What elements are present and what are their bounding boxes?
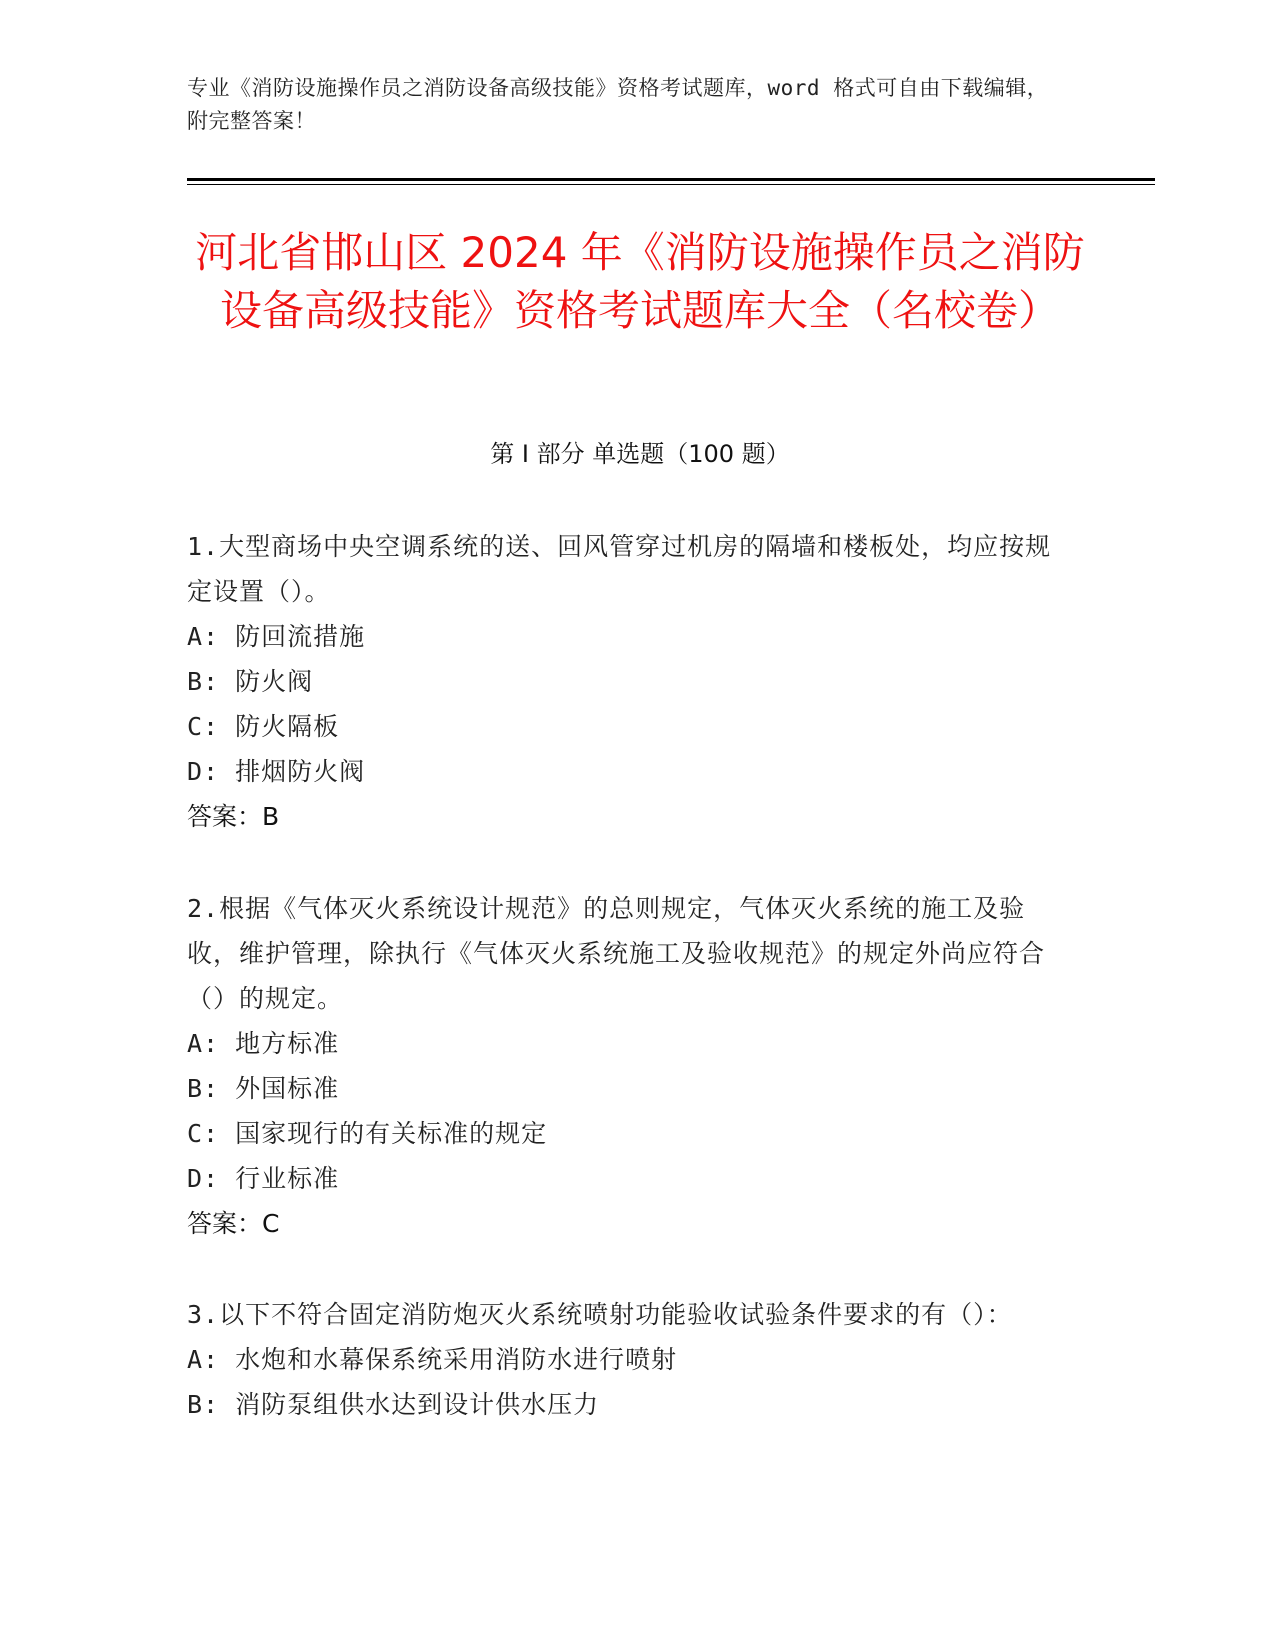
header-rule-thin (187, 184, 1155, 185)
question-1 (187, 524, 1067, 839)
option-d: D: 排烟防火阀 (187, 757, 366, 786)
option-a: A: 地方标准 (187, 1029, 340, 1058)
answer: 答案：B (187, 802, 280, 831)
question-text: 1.大型商场中央空调系统的送、回风管穿过机房的隔墙和楼板处，均应按规定设置（）。 (187, 532, 1052, 606)
answer: 答案：C (187, 1209, 280, 1238)
header-rule-thick (187, 178, 1155, 181)
question-text: 2.根据《气体灭火系统设计规范》的总则规定，气体灭火系统的施工及验收，维护管理，除执行《气体灭火系统施工及验收规范》的规定外尚应符合（）的规定。 (187, 894, 1046, 1013)
question-3 (187, 1292, 1067, 1427)
option-b: B: 消防泵组供水达到设计供水压力 (187, 1390, 600, 1419)
question-2 (187, 886, 1067, 1246)
section-heading: 第 I 部分 单选题（100 题） (490, 440, 790, 468)
question-text: 3.以下不符合固定消防炮灭火系统喷射功能验收试验条件要求的有（）： (187, 1300, 1013, 1329)
option-a: A: 水炮和水幕保系统采用消防水进行喷射 (187, 1345, 678, 1374)
option-a: A: 防回流措施 (187, 622, 366, 651)
option-b: B: 外国标准 (187, 1074, 340, 1103)
option-c: C: 国家现行的有关标准的规定 (187, 1119, 548, 1148)
document-title: 河北省邯山区 2024 年《消防设施操作员之消防设备高级技能》资格考试题库大全（名校卷） (195, 228, 1085, 335)
option-b: B: 防火阀 (187, 667, 314, 696)
option-c: C: 防火隔板 (187, 712, 340, 741)
header-note: 专业《消防设施操作员之消防设备高级技能》资格考试题库，word 格式可自由下载编辑，附完整答案！ (187, 76, 1049, 133)
option-d: D: 行业标准 (187, 1164, 340, 1193)
